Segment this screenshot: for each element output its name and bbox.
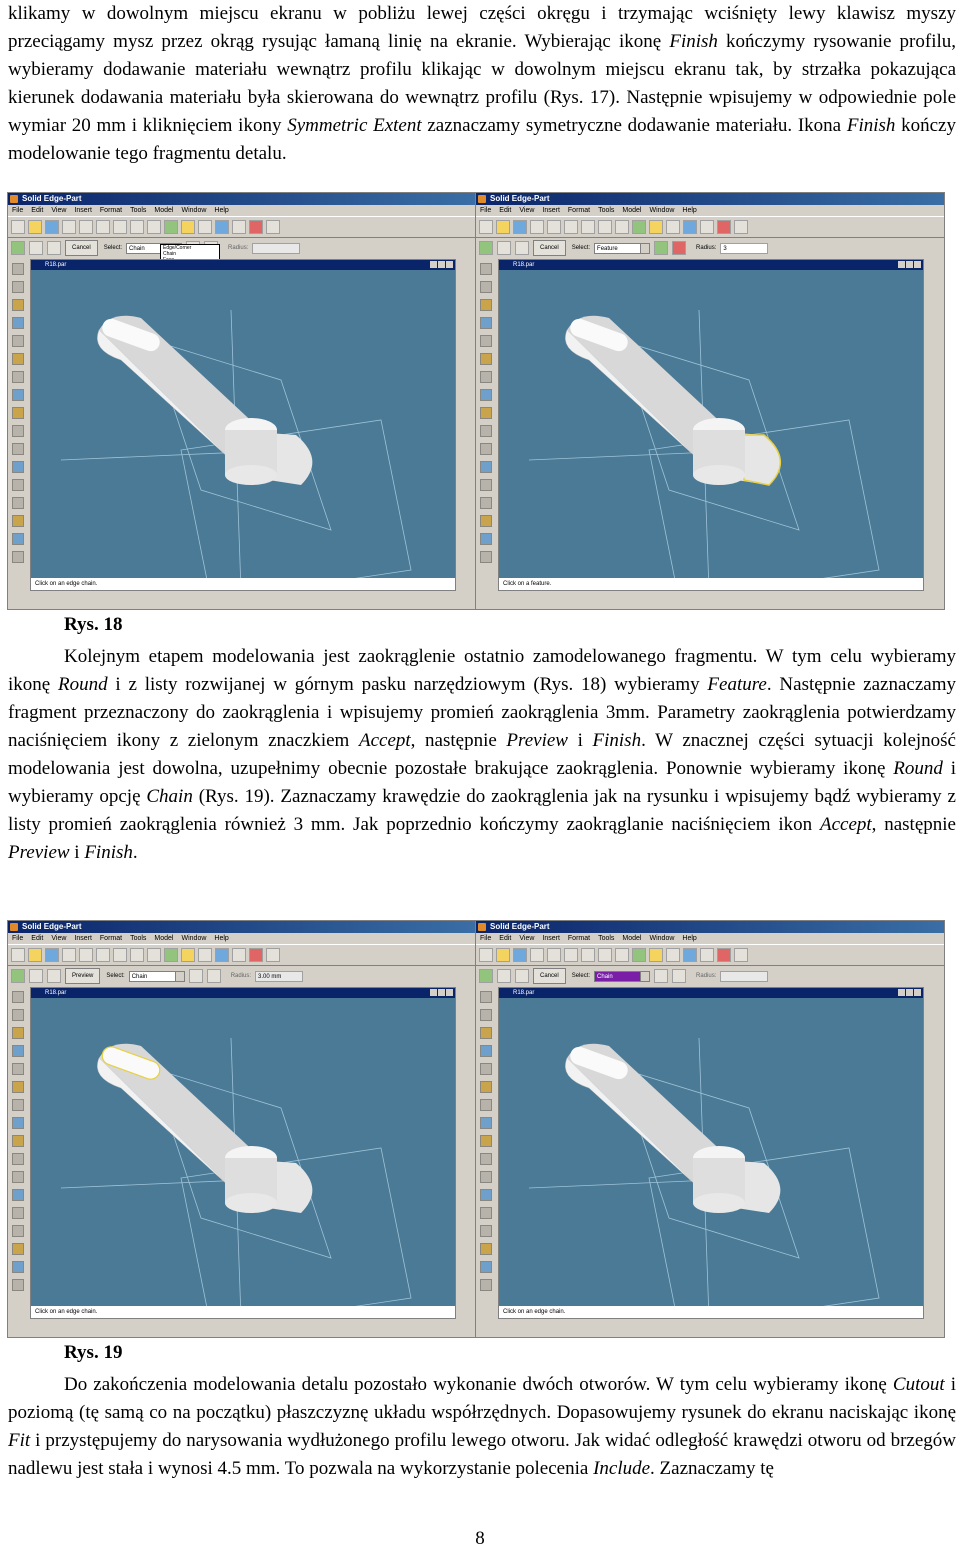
options-icon[interactable] — [29, 969, 43, 983]
document-titlebar: R18.par — [499, 988, 923, 998]
menu-tools[interactable]: Tools — [130, 935, 147, 942]
part-document — [498, 259, 924, 591]
select-icon[interactable] — [632, 948, 646, 962]
menu-format[interactable]: Format — [99, 207, 123, 214]
document-titlebar: R18.par — [31, 988, 455, 998]
close-icon[interactable] — [446, 261, 453, 268]
options-icon[interactable] — [497, 969, 511, 983]
radius-input[interactable] — [252, 243, 300, 254]
zoom-icon[interactable] — [181, 220, 195, 234]
menu-help[interactable]: Help — [682, 207, 697, 214]
menu-window[interactable]: Window — [181, 935, 207, 942]
radius-step-icon[interactable] — [47, 241, 61, 255]
shade-icon[interactable] — [249, 948, 263, 962]
tool-icon[interactable] — [12, 497, 24, 509]
print-icon[interactable] — [62, 220, 76, 234]
accept-icon[interactable] — [654, 241, 668, 255]
view-icon[interactable] — [266, 948, 280, 962]
redo-icon[interactable] — [615, 948, 629, 962]
tool-icon[interactable] — [12, 533, 24, 545]
select-label: Select: — [106, 973, 125, 979]
tool-icon[interactable] — [480, 533, 492, 545]
main-toolbar — [476, 216, 944, 238]
tool-icon[interactable] — [480, 479, 492, 491]
menu-view[interactable]: View — [51, 207, 67, 214]
menu-model[interactable]: Model — [622, 207, 642, 214]
menu-tools[interactable]: Tools — [130, 207, 147, 214]
tool-icon[interactable] — [12, 1189, 24, 1201]
part-model-view[interactable] — [31, 270, 455, 590]
tool-icon[interactable] — [480, 1009, 492, 1021]
round-ribbon — [8, 238, 476, 258]
status-bar: Click on a feature. — [499, 578, 923, 590]
window-titlebar: Solid Edge-Part — [8, 193, 476, 205]
tool-icon[interactable] — [480, 1063, 492, 1075]
tool-icon[interactable] — [480, 281, 492, 293]
select-dropdown[interactable]: Chain — [594, 971, 650, 982]
tool-icon[interactable] — [12, 515, 24, 527]
menu-insert[interactable]: Insert — [542, 935, 560, 942]
figure-caption-18: Rys. 18 — [64, 614, 123, 635]
reject-icon[interactable] — [672, 241, 686, 255]
window-titlebar: Solid Edge-Part — [476, 921, 944, 933]
view-icon[interactable] — [734, 220, 748, 234]
tool-icon[interactable] — [480, 425, 492, 437]
step-icon[interactable] — [11, 969, 25, 983]
radius-step-icon[interactable] — [515, 969, 529, 983]
step-icon[interactable] — [479, 241, 493, 255]
paste-icon[interactable] — [581, 220, 595, 234]
copy-icon[interactable] — [96, 220, 110, 234]
close-icon[interactable] — [914, 261, 921, 268]
tool-icon[interactable] — [480, 407, 492, 419]
undo-icon[interactable] — [130, 948, 144, 962]
round-ribbon — [476, 966, 944, 986]
menu-view[interactable]: View — [519, 935, 535, 942]
window-titlebar: Solid Edge-Part — [8, 921, 476, 933]
part-model-view[interactable] — [499, 998, 923, 1318]
menu-window[interactable]: Window — [649, 207, 675, 214]
paragraph-1: klikamy w dowolnym miejscu ekranu w pobliżu lewej części okręgu i trzymając wciśnięty lewy klawisz myszy przeciągamy mysz przez okrąg rysując łamaną linię na ekranie. Wybierając ikonę Finish kończymy rysowanie profilu, wybieramy dodawanie materiału wewnątrz profilu klikając w dowolnym miejscu ekranu tak, by strzałka pokazująca kierunek dodawania materiału była skierowana do wewnątrz profilu (Rys. 17). Następnie wpisujemy w odpowiednie pole wymiar 20 mm i kliknięciem ikony Symmetric Extent zaznaczamy symetryczne dodawanie materiału. Ikona Finish kończy modelowanie tego fragmentu detalu. — [8, 3, 957, 164]
tool-icon[interactable] — [12, 425, 24, 437]
minimize-icon[interactable] — [430, 989, 437, 996]
tool-icon[interactable] — [480, 353, 492, 365]
rotate-icon[interactable] — [700, 948, 714, 962]
status-bar: Click on an edge chain. — [31, 1306, 455, 1318]
tool-icon[interactable] — [480, 497, 492, 509]
radius-label: Radius: — [228, 245, 249, 251]
view-toolbar — [456, 985, 476, 1327]
main-toolbar — [476, 944, 944, 966]
print-icon[interactable] — [530, 220, 544, 234]
tool-icon[interactable] — [12, 991, 24, 1003]
undo-icon[interactable] — [598, 948, 612, 962]
minimize-icon[interactable] — [430, 261, 437, 268]
tool-icon[interactable] — [480, 317, 492, 329]
options-icon[interactable] — [29, 241, 43, 255]
close-icon[interactable] — [446, 989, 453, 996]
tool-icon[interactable] — [480, 1171, 492, 1183]
zoom-icon[interactable] — [181, 948, 195, 962]
cancel-button[interactable]: Cancel — [65, 240, 98, 256]
tool-icon[interactable] — [480, 1135, 492, 1147]
radius-label: Radius: — [696, 245, 717, 251]
tool-icon[interactable] — [12, 1171, 24, 1183]
app-icon — [478, 923, 486, 931]
copy-icon[interactable] — [564, 220, 578, 234]
paste-icon[interactable] — [113, 220, 127, 234]
main-toolbar — [8, 944, 476, 966]
solid-edge-window-2 — [475, 192, 945, 610]
tool-icon[interactable] — [480, 371, 492, 383]
document-titlebar: R18.par — [31, 260, 455, 270]
copy-icon[interactable] — [96, 948, 110, 962]
status-bar: Click on an edge chain. — [31, 578, 455, 590]
feature-toolbar — [476, 985, 496, 1327]
app-icon — [10, 195, 18, 203]
menu-model[interactable]: Model — [154, 207, 174, 214]
print-icon[interactable] — [62, 948, 76, 962]
menu-format[interactable]: Format — [99, 935, 123, 942]
cancel-button[interactable]: Cancel — [533, 240, 566, 256]
radius-label: Radius: — [696, 973, 717, 979]
radius-step-icon[interactable] — [47, 969, 61, 983]
tool-icon[interactable] — [480, 1045, 492, 1057]
tool-icon[interactable] — [12, 1279, 24, 1291]
accept-icon[interactable] — [189, 969, 203, 983]
minimize-icon[interactable] — [898, 989, 905, 996]
select-dropdown[interactable]: Chain — [129, 971, 185, 982]
tool-icon[interactable] — [480, 1189, 492, 1201]
new-icon[interactable] — [11, 220, 25, 234]
rotate-icon[interactable] — [232, 948, 246, 962]
accept-icon[interactable] — [654, 969, 668, 983]
tool-icon[interactable] — [480, 1261, 492, 1273]
tool-icon[interactable] — [480, 335, 492, 347]
tool-icon[interactable] — [12, 551, 24, 563]
tool-icon[interactable] — [12, 1027, 24, 1039]
feature-toolbar — [8, 985, 28, 1327]
tool-icon[interactable] — [12, 1045, 24, 1057]
menu-model[interactable]: Model — [154, 935, 174, 942]
menu-bar — [476, 933, 944, 944]
menu-edit[interactable]: Edit — [499, 207, 512, 214]
view-toolbar — [456, 257, 476, 599]
tool-icon[interactable] — [12, 371, 24, 383]
view-icon[interactable] — [266, 220, 280, 234]
menu-tools[interactable]: Tools — [598, 207, 615, 214]
select-dropdown[interactable]: Chain — [126, 243, 182, 254]
zoom-icon[interactable] — [649, 220, 663, 234]
feature-toolbar — [8, 257, 28, 599]
paste-icon[interactable] — [113, 948, 127, 962]
menu-window[interactable]: Window — [181, 207, 207, 214]
tool-icon[interactable] — [480, 1117, 492, 1129]
tool-icon[interactable] — [12, 389, 24, 401]
solid-edge-window-4 — [475, 920, 945, 1338]
menu-help[interactable]: Help — [682, 935, 697, 942]
tool-icon[interactable] — [480, 1027, 492, 1039]
open-icon[interactable] — [496, 220, 510, 234]
tool-icon[interactable] — [12, 1225, 24, 1237]
undo-icon[interactable] — [598, 220, 612, 234]
tool-icon[interactable] — [12, 335, 24, 347]
part-document — [30, 259, 456, 591]
save-icon[interactable] — [45, 948, 59, 962]
app-icon — [10, 923, 18, 931]
select-icon[interactable] — [632, 220, 646, 234]
menu-edit[interactable]: Edit — [31, 207, 44, 214]
tool-icon[interactable] — [12, 479, 24, 491]
menu-edit[interactable]: Edit — [31, 935, 44, 942]
copy-icon[interactable] — [564, 948, 578, 962]
part-model-view[interactable] — [31, 998, 455, 1318]
cancel-button[interactable]: Cancel — [533, 968, 566, 984]
step-icon[interactable] — [479, 969, 493, 983]
pan-icon[interactable] — [215, 220, 229, 234]
view-toolbar — [924, 257, 944, 599]
zoom-icon[interactable] — [649, 948, 663, 962]
new-icon[interactable] — [11, 948, 25, 962]
tool-icon[interactable] — [12, 1117, 24, 1129]
tool-icon[interactable] — [480, 551, 492, 563]
paragraph-3: Do zakończenia modelowania detalu pozostało wykonanie dwóch otworów. W tym celu wybieramy ikonę Cutout i poziomą (tę samą co na początku) płaszczyznę układu współrzędnych. Dopasowujemy rysunek do ekranu naciskając ikonę Fit i przystępujemy do narysowania wydłużonego profilu lewego otworu. Jak widać odległość krawędzi otworu od brzegów nadlewu jest stała i wynosi 4.5 mm. To pozwala na wykorzystanie polecenia Include. Zaznaczamy tę — [8, 1374, 956, 1479]
dropdown-item[interactable]: Chain — [163, 251, 177, 257]
tool-icon[interactable] — [480, 263, 492, 275]
solid-edge-window-1 — [7, 192, 477, 610]
tool-icon[interactable] — [12, 1243, 24, 1255]
reject-icon[interactable] — [672, 969, 686, 983]
tool-icon[interactable] — [480, 299, 492, 311]
undo-icon[interactable] — [130, 220, 144, 234]
tool-icon[interactable] — [480, 1081, 492, 1093]
select-label: Select: — [571, 973, 591, 979]
window-titlebar: Solid Edge-Part — [476, 193, 944, 205]
print-icon[interactable] — [530, 948, 544, 962]
tool-icon[interactable] — [12, 1153, 24, 1165]
round-ribbon — [476, 238, 944, 258]
close-icon[interactable] — [914, 989, 921, 996]
radius-input[interactable]: 3 — [720, 243, 768, 254]
tool-icon[interactable] — [480, 461, 492, 473]
menu-file[interactable]: File — [480, 935, 492, 942]
open-icon[interactable] — [28, 948, 42, 962]
menu-bar — [8, 205, 476, 216]
tool-icon[interactable] — [12, 353, 24, 365]
tool-icon[interactable] — [12, 299, 24, 311]
tool-icon[interactable] — [480, 515, 492, 527]
shade-icon[interactable] — [717, 948, 731, 962]
rotate-icon[interactable] — [700, 220, 714, 234]
solid-edge-window-3 — [7, 920, 477, 1338]
tool-icon[interactable] — [12, 1135, 24, 1147]
tool-icon[interactable] — [480, 1153, 492, 1165]
figure-caption-19: Rys. 19 — [64, 1342, 123, 1363]
main-toolbar — [8, 216, 476, 238]
minimize-icon[interactable] — [898, 261, 905, 268]
tool-icon[interactable] — [12, 461, 24, 473]
cut-icon[interactable] — [79, 948, 93, 962]
select-label: Select: — [571, 245, 591, 251]
select-dropdown[interactable]: Feature — [594, 243, 650, 254]
step-icon[interactable] — [11, 241, 25, 255]
page-number: 8 — [475, 1528, 485, 1549]
menu-view[interactable]: View — [519, 207, 535, 214]
tool-icon[interactable] — [480, 1279, 492, 1291]
save-icon[interactable] — [513, 948, 527, 962]
open-icon[interactable] — [496, 948, 510, 962]
select-label: Select: — [103, 245, 123, 251]
preview-button[interactable]: Preview — [65, 968, 100, 984]
tool-icon[interactable] — [12, 1099, 24, 1111]
tool-icon[interactable] — [480, 443, 492, 455]
document-titlebar: R18.par — [499, 260, 923, 270]
tool-icon[interactable] — [480, 389, 492, 401]
menu-help[interactable]: Help — [214, 935, 229, 942]
menu-insert[interactable]: Insert — [542, 207, 560, 214]
dropdown-item[interactable]: Edge/Corner — [163, 245, 192, 251]
status-bar: Click on an edge chain. — [499, 1306, 923, 1318]
tool-icon[interactable] — [12, 317, 24, 329]
redo-icon[interactable] — [147, 220, 161, 234]
part-model-view[interactable] — [499, 270, 923, 590]
save-icon[interactable] — [513, 220, 527, 234]
menu-format[interactable]: Format — [567, 207, 591, 214]
view-icon[interactable] — [734, 948, 748, 962]
menu-window[interactable]: Window — [649, 935, 675, 942]
rotate-icon[interactable] — [232, 220, 246, 234]
select-icon[interactable] — [164, 948, 178, 962]
menu-bar — [476, 205, 944, 216]
part-document — [30, 987, 456, 1319]
tool-icon[interactable] — [12, 443, 24, 455]
tool-icon[interactable] — [12, 1081, 24, 1093]
new-icon[interactable] — [479, 220, 493, 234]
fit-icon[interactable] — [198, 948, 212, 962]
menu-file[interactable]: File — [12, 935, 24, 942]
tool-icon[interactable] — [12, 281, 24, 293]
maximize-icon[interactable] — [906, 989, 913, 996]
app-icon — [478, 195, 486, 203]
view-toolbar — [924, 985, 944, 1327]
cut-icon[interactable] — [547, 220, 561, 234]
menu-help[interactable]: Help — [214, 207, 229, 214]
cut-icon[interactable] — [547, 948, 561, 962]
redo-icon[interactable] — [147, 948, 161, 962]
maximize-icon[interactable] — [906, 261, 913, 268]
tool-icon[interactable] — [480, 991, 492, 1003]
fit-icon[interactable] — [666, 220, 680, 234]
fit-icon[interactable] — [666, 948, 680, 962]
menu-format[interactable]: Format — [567, 935, 591, 942]
select-icon[interactable] — [164, 220, 178, 234]
menu-bar — [8, 933, 476, 944]
menu-view[interactable]: View — [51, 935, 67, 942]
pan-icon[interactable] — [215, 948, 229, 962]
cut-icon[interactable] — [79, 220, 93, 234]
tool-icon[interactable] — [12, 1009, 24, 1021]
menu-file[interactable]: File — [480, 207, 492, 214]
paste-icon[interactable] — [581, 948, 595, 962]
pan-icon[interactable] — [683, 220, 697, 234]
radius-step-icon[interactable] — [515, 241, 529, 255]
radius-input[interactable]: 3.00 mm — [255, 971, 303, 982]
part-document — [498, 987, 924, 1319]
menu-tools[interactable]: Tools — [598, 935, 615, 942]
menu-insert[interactable]: Insert — [74, 935, 92, 942]
shade-icon[interactable] — [249, 220, 263, 234]
maximize-icon[interactable] — [438, 261, 445, 268]
options-icon[interactable] — [497, 241, 511, 255]
save-icon[interactable] — [45, 220, 59, 234]
tool-icon[interactable] — [12, 1063, 24, 1075]
reject-icon[interactable] — [207, 969, 221, 983]
tool-icon[interactable] — [480, 1207, 492, 1219]
shade-icon[interactable] — [717, 220, 731, 234]
new-icon[interactable] — [479, 948, 493, 962]
tool-icon[interactable] — [480, 1099, 492, 1111]
tool-icon[interactable] — [12, 1207, 24, 1219]
maximize-icon[interactable] — [438, 989, 445, 996]
tool-icon[interactable] — [12, 263, 24, 275]
menu-file[interactable]: File — [12, 207, 24, 214]
tool-icon[interactable] — [480, 1243, 492, 1255]
radius-input[interactable] — [720, 971, 768, 982]
open-icon[interactable] — [28, 220, 42, 234]
round-ribbon — [8, 966, 476, 986]
fit-icon[interactable] — [198, 220, 212, 234]
menu-model[interactable]: Model — [622, 935, 642, 942]
feature-toolbar — [476, 257, 496, 599]
pan-icon[interactable] — [683, 948, 697, 962]
tool-icon[interactable] — [12, 1261, 24, 1273]
radius-label: Radius: — [230, 973, 252, 979]
tool-icon[interactable] — [12, 407, 24, 419]
paragraph-2: Kolejnym etapem modelowania jest zaokrąglenie ostatnio zamodelowanego fragmentu. W tym celu wybieramy ikonę Round i z listy rozwijanej w górnym pasku narzędziowym (Rys. 18) wybieramy Feature. Następnie zaznaczamy fragment przeznaczony do zaokrąglenia i wpisujemy promień zaokrąglenia 3mm. Parametry zaokrąglenia potwierdzamy naciśnięciem ikony z zielonym znaczkiem Accept, następnie Preview i Finish. W znacznej części sytuacji kolejność modelowania jest dowolna, uzupełnimy obecnie pozostałe brakujące zaokrąglenia. Ponownie wybieramy ikonę Round i wybieramy opcję Chain (Rys. 19). Zaznaczamy krawędzie do zaokrąglenia jak na rysunku i wpisujemy bądź wybieramy z listy promień zaokrąglenia również 3 mm. Jak poprzednio kończymy zaokrąglanie naciśnięciem ikon Accept, następnie Preview i Finish. — [8, 646, 956, 863]
menu-edit[interactable]: Edit — [499, 935, 512, 942]
menu-insert[interactable]: Insert — [74, 207, 92, 214]
redo-icon[interactable] — [615, 220, 629, 234]
tool-icon[interactable] — [480, 1225, 492, 1237]
